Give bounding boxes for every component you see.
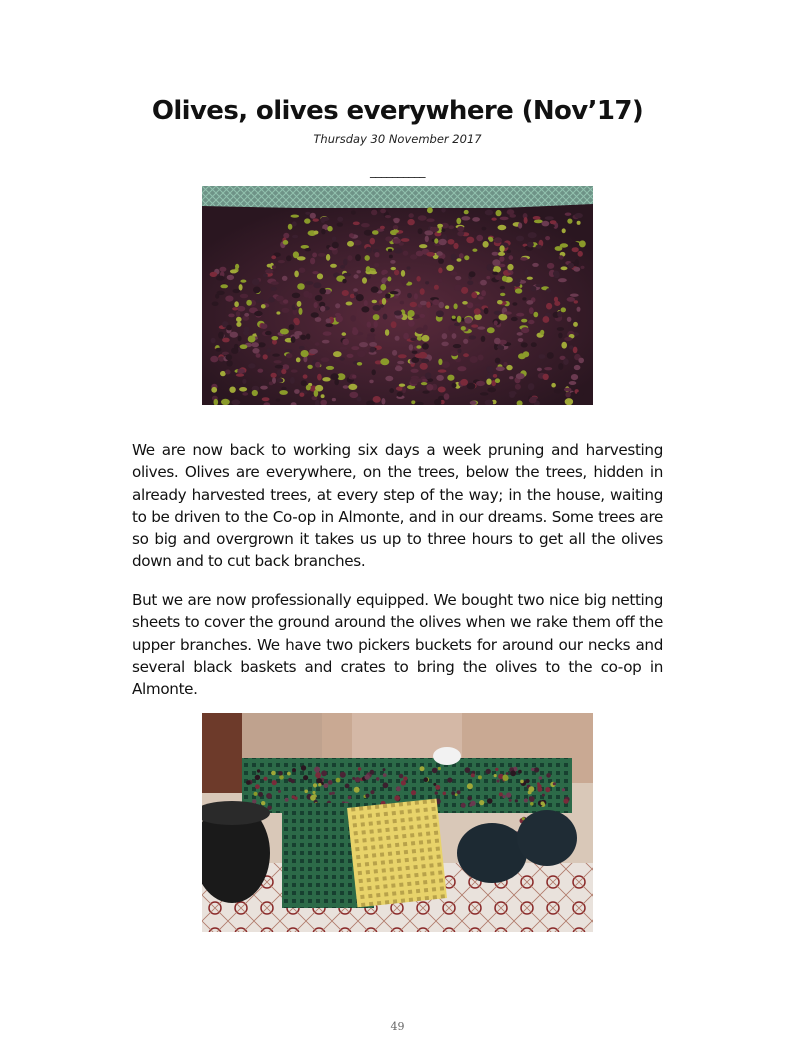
page-title: Olives, olives everywhere (Nov’17): [151, 96, 644, 126]
separator-line: __________: [370, 164, 425, 178]
body-paragraph: But we are now professionally equipped. We bought two nice big netting sheets to cover the ground around the olives when we rake them off the upper branches. We have two pickers buckets for around our necks and several black baskets and crates to bring the olives to the co-op in Almonte.: [132, 591, 663, 699]
page-number: 49: [390, 1020, 405, 1033]
post-date: Thursday 30 November 2017: [313, 132, 482, 146]
body-paragraph: We are now back to working six days a week pruning and harvesting olives. Olives are everywhere, on the trees, below the trees, hidden in already harvested trees, at every step of the way; in the house, waiting to be driven to the Co-op in Almonte, and in our dreams. Some trees are so big and overgrown it takes us up to three hours to get all the olives down and to cut back branches.: [132, 441, 663, 571]
olive-crates-photo: [202, 713, 593, 932]
olives-in-net-photo: [202, 186, 593, 405]
